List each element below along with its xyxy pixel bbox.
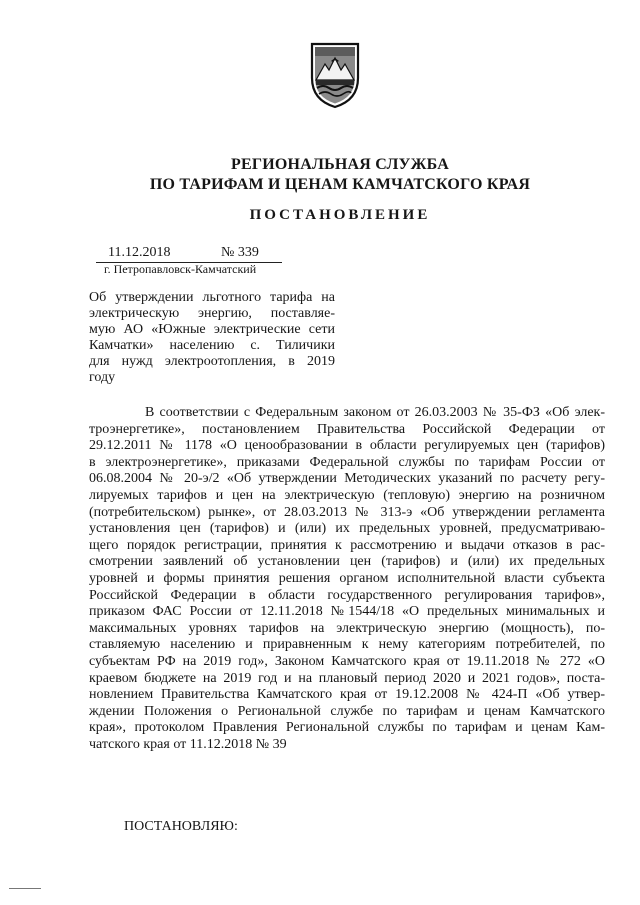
body-line: щего порядок регистрации, принятия к рассмотрению и выдачи отказов в рас- [89,537,605,553]
body-line: края», протоколом Правления Региональной службы по тарифам и ценам Кам- [89,720,605,736]
document-city: г. Петропавловск-Камчатский [104,262,257,276]
agency-name-line2: ПО ТАРИФАМ И ЦЕНАМ КАМЧАТСКОГО КРАЯ [149,176,531,193]
subject-line: Камчатки» населению с. Тиличики [89,338,335,353]
body-line: субъектам РФ на 2019 год», Законом Камчатского края от 19.11.2018 № 272 «О [89,653,605,669]
body-line: В соответствии с Федеральным законом от 26.03.2003 № 35-ФЗ «Об элек- [145,405,605,420]
body-line: новлением Правительства Камчатского края от 19.12.2008 № 424-П «Об утвер- [89,687,605,703]
document-subject [89,290,335,386]
body-line: чатского края от 11.12.2018 № 39 [89,736,287,752]
agency-name-line1: РЕГИОНАЛЬНАЯ СЛУЖБА [231,156,449,173]
body-line: уровней и формы принятия решения органом исполнительной власти субъекта [89,570,605,586]
subject-line: году [89,370,116,385]
body-line: Российской Федерации в области государственного регулирования тарифов», [89,587,605,603]
body-line: установления цен (тарифов) и (или) их предельных уровней, предусматриваю- [89,521,605,537]
body-line: лируемых тарифов и цен на электрическую (тепловую) энергию на розничном [89,487,605,503]
margin-mark [9,888,41,889]
subject-line: электрическую энергию, поставляе- [89,306,335,321]
kamchatka-coat-of-arms-icon [309,40,361,110]
subject-line: Об утверждении льготного тарифа на [89,290,335,305]
body-line: троэнергетике», постановлением Правительства Российской Федерации от [89,421,605,437]
subject-line: мую АО «Южные электрические сети [89,322,335,337]
body-line: 06.08.2004 № 20-э/2 «Об утверждении Методических указаний по расчету регу- [89,471,605,487]
body-line: (потребительском) рынке», от 28.03.2013 № 313-э «Об утверждении регламента [89,504,605,520]
body-line: смотрении заявлений об установлении цен (тарифов) и (или) их предельных [89,554,605,570]
document-number: № 339 [221,245,259,260]
body-line: приказом ФАС России от 12.11.2018 №1544/18 «О предельных минимальных и [89,604,605,620]
document-type-title: ПОСТАНОВЛЕНИЕ [249,207,431,223]
body-line: краевом бюджете на 2019 год и на плановый период 2020 и 2021 годов», поста- [89,670,605,686]
body-line: максимальных уровнях тарифов на электрическую энергию (мощность), по- [89,620,605,636]
body-line: в электроэнергетике», приказами Федеральной службы по тарифам России от [89,454,605,470]
subject-line: для нужд электроотопления, в 2019 [89,354,335,369]
document-date: 11.12.2018 [108,245,171,260]
document-body [89,405,605,753]
body-line: 29.12.2011 № 1178 «О ценообразовании в области регулируемых цен (тарифов) [89,438,605,454]
decree-heading: ПОСТАНОВЛЯЮ: [124,819,238,834]
body-line: ставляемую населению и приравненным к нему категориям потребителей, по [89,637,605,653]
body-line: ждении Положения о Региональной службе по тарифам и ценам Камчатского [89,703,605,719]
